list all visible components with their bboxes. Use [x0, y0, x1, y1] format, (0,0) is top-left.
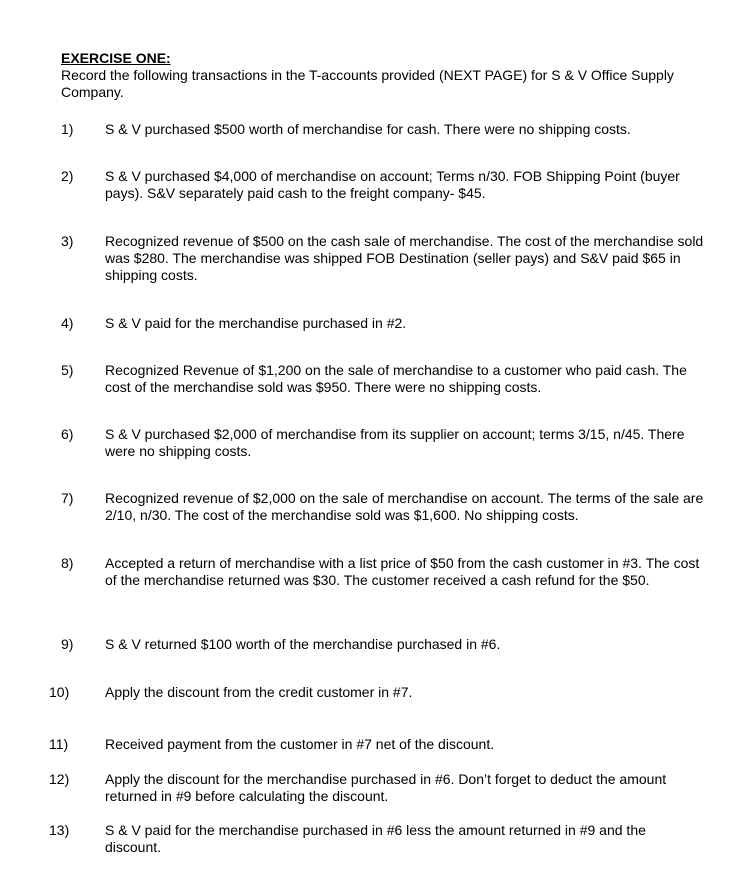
item-number: 3)	[61, 233, 74, 249]
list-item	[49, 822, 709, 855]
item-number: 11)	[49, 736, 69, 752]
item-text: S & V purchased $500 worth of merchandise for cash. There were no shipping costs.	[105, 121, 631, 137]
item-number: 7)	[61, 490, 74, 506]
item-text: Received payment from the customer in #7 net of the discount.	[105, 736, 495, 752]
list-item	[49, 736, 709, 753]
item-text: Accepted a return of merchandise with a list price of $50 from the cash customer in #3. The cost of the merchandise returned was $30. The customer received a cash refund for the $50.	[105, 555, 700, 588]
list-item	[61, 233, 721, 283]
item-number: 1)	[61, 121, 74, 137]
exercise-title: EXERCISE ONE:	[61, 50, 171, 66]
item-number: 13)	[49, 822, 70, 838]
list-item	[61, 426, 721, 459]
item-number: 5)	[61, 362, 74, 378]
item-number: 9)	[61, 636, 74, 652]
list-item	[49, 684, 709, 701]
item-text: S & V paid for the merchandise purchased in #6 less the amount returned in #9 and the discount.	[105, 822, 646, 855]
list-item	[61, 636, 721, 653]
list-item	[61, 555, 721, 588]
item-number: 6)	[61, 426, 74, 442]
item-number: 4)	[61, 315, 74, 331]
exercise-intro: Record the following transactions in the T-accounts provided (NEXT PAGE) for S & V Office Supply Company.	[61, 67, 674, 100]
item-text: S & V purchased $4,000 of merchandise on account; Terms n/30. FOB Shipping Point (buyer pays). S&V separately paid cash to the freight company- $45.	[105, 168, 680, 201]
list-item	[61, 490, 721, 523]
list-item	[61, 315, 721, 332]
item-text: S & V purchased $2,000 of merchandise from its supplier on account; terms 3/15, n/45. There were no shipping costs.	[105, 426, 685, 459]
exercise-document	[61, 50, 711, 101]
item-text: Apply the discount from the credit customer in #7.	[105, 684, 413, 700]
list-item	[49, 771, 709, 804]
list-item	[61, 121, 721, 138]
item-text: S & V returned $100 worth of the merchandise purchased in #6.	[105, 636, 501, 652]
item-text: Recognized revenue of $2,000 on the sale of merchandise on account. The terms of the sale are 2/10, n/30. The cost of the merchandise sold was $1,600. No shipping costs.	[105, 490, 704, 523]
item-number: 12)	[49, 771, 70, 787]
item-text: S & V paid for the merchandise purchased in #2.	[105, 315, 407, 331]
list-item	[61, 168, 721, 201]
item-text: Recognized Revenue of $1,200 on the sale of merchandise to a customer who paid cash. The cost of the merchandise sold was $950. There were no shipping costs.	[105, 362, 687, 395]
item-text: Apply the discount for the merchandise purchased in #6. Don’t forget to deduct the amount returned in #9 before calculating the discount.	[105, 771, 667, 804]
list-item	[61, 362, 721, 395]
item-number: 8)	[61, 555, 74, 571]
item-number: 2)	[61, 168, 74, 184]
item-text: Recognized revenue of $500 on the cash sale of merchandise. The cost of the merchandise sold was $280. The merchandise was shipped FOB Destination (seller pays) and S&V paid $65 in shipping costs.	[105, 233, 704, 283]
item-number: 10)	[49, 684, 70, 700]
